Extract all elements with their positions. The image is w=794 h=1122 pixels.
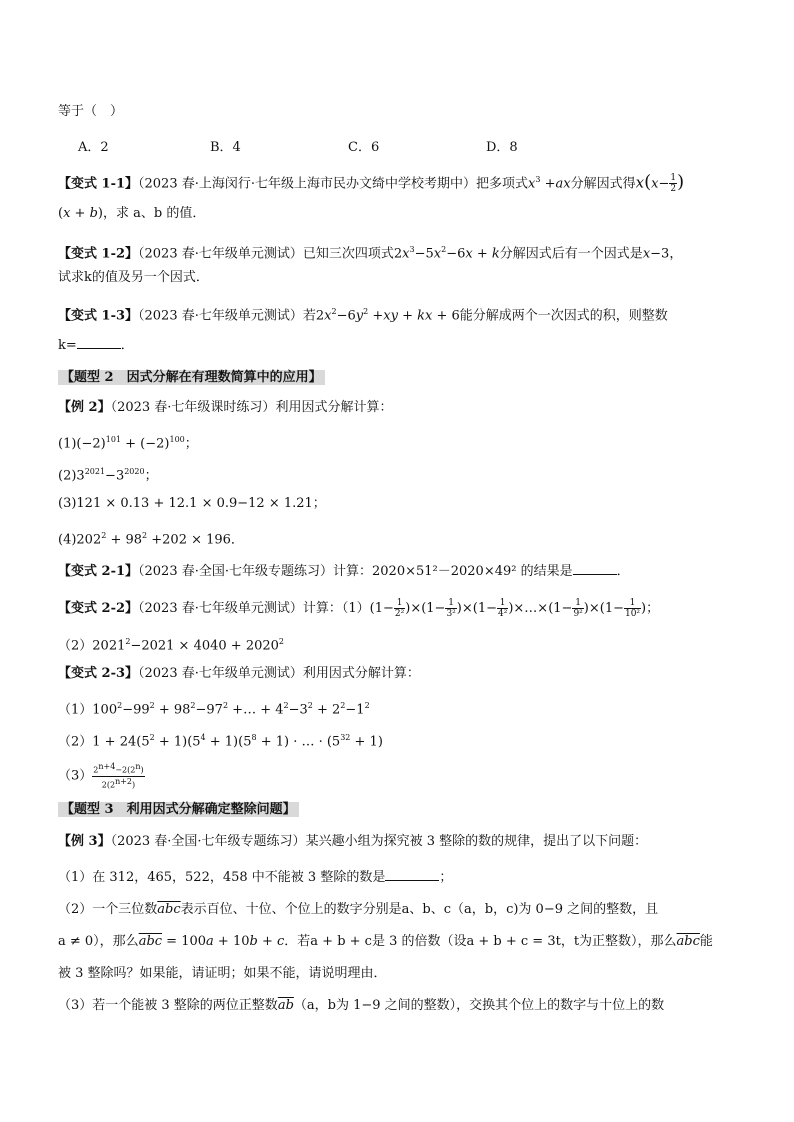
variant-2-1: 【变式 2-1】（2023 春·全国·七年级专题练习）计算：2020×51²－2020×49² 的结果是 ． — [58, 560, 630, 582]
variant-2-3: 【变式 2-3】（2023 春·七年级单元测试）利用因式分解计算： — [58, 666, 420, 681]
variant-1-1: 【变式 1-1】（2023 春·上海闵行·七年级上海市民办文绮中学校考期中）把多项式$x^3 +ax$分解因式得x(x− $\frac{1}{2}$ ) — [58, 171, 685, 195]
option-d: D．8 — [486, 140, 518, 155]
example-2-part4: $(4)202^2 + 98^2 +202 \times 196$． — [58, 531, 244, 548]
example-3-part2-line2: a ≠ 0），那么$\overline{abc} = 100a + 10b + c$．若a + b + c是 3 的倍数（设a + b + c = 3t，t为正整数），那么$\overline{abc}$能 — [58, 934, 713, 949]
example-3: 【例 3】（2023 春·全国·七年级专题练习）某兴趣小组为探究被 3 整除的数的规律，提出了以下问题： — [58, 834, 648, 849]
answer-blank[interactable] — [77, 334, 121, 349]
variant-1-1-line2: (x + b)，求 a、b 的值． — [58, 206, 206, 221]
option-c: C．6 — [348, 140, 380, 155]
variant-2-3-part3: （3） $\frac{2^{n+4}-2(2^n)}{2(2^{n+2})}$ — [58, 762, 144, 790]
example-3-part2-line3: 被 3 整除吗？如果能，请证明；如果不能，请说明理由． — [58, 966, 387, 981]
example-2: 【例 2】（2023 春·七年级课时练习）利用因式分解计算： — [58, 400, 393, 415]
option-b: B．4 — [210, 140, 241, 155]
answer-blank[interactable] — [385, 866, 439, 881]
answer-blank[interactable] — [573, 560, 617, 575]
variant-1-2-line2: 试求k的值及另一个因式． — [58, 270, 209, 285]
variant-2-2: 【变式 2-2】（2023 春·七年级单元测试）计算：（1）(1− $\frac{1}{\text{2²}}$ )×(1− $\frac{1}{\text{3²}}$ )×(1− $\frac{1}{\text{4²}}$ )×…×(1− $\frac{1}{\text{9²}}$ )×(1− $\frac{1}{\text{10²}}$ )； — [58, 598, 660, 619]
example-2-part1: $(1)(-2)^{101} + (-2)^{100}$； — [58, 435, 198, 452]
example-3-part3: （3）若一个能被 3 整除的两位正整数$\overline{ab}(a$，b为 1−9 之间的整数），交换其个位上的数字与十位上的数 — [58, 998, 665, 1013]
variant-2-3-part1: $(1)100^2-99^2 + 98^2-97^2$ +… + $4^2-3^2 + 2^2-1^2$ — [58, 701, 370, 718]
variant-2-2-part2: $(2)2021^2-2021 \times 4040 + 2020^2$ — [58, 637, 285, 654]
example-2-part2: $(2)3^{2021}-3^{2020}$； — [58, 467, 158, 484]
option-a: A．2 — [78, 140, 109, 155]
example-2-part3: (3)121 × 0.13 + 12.1 × 0.9−12 × 1.21； — [58, 496, 326, 511]
example-3-part1: （1）在 312，465，522，458 中不能被 3 整除的数是 ； — [58, 866, 452, 888]
variant-2-3-part2: $(2)1 + 24(5^2 + 1)(5^4 + 1)(5^8 + 1)$ · … · $(5^{32} + 1)$ — [58, 733, 383, 750]
variant-1-3: 【变式 1-3】（2023 春·七年级单元测试）若$2x^2-6y^2 +xy$ + kx + 6能分解成两个一次因式的积，则整数 — [58, 307, 668, 324]
section-title-3: 【题型 3 利用因式分解确定整除问题】 — [58, 800, 299, 820]
section-title-2: 【题型 2 因式分解在有理数简算中的应用】 — [58, 368, 325, 388]
question-tail: 等于（ ） — [58, 104, 124, 119]
variant-1-2: 【变式 1-2】（2023 春·七年级单元测试）已知三次四项式$2x^3-5x^2-6x + k$分解因式后有一个因式是x−3， — [58, 245, 683, 262]
example-3-part2: （2）一个三位数$\overline{abc}$表示百位、十位、个位上的数字分别是a、b、c（a，b，c)为 0−9 之间的整数，且 — [58, 902, 659, 917]
variant-1-3-line2: k= ． — [58, 334, 134, 356]
